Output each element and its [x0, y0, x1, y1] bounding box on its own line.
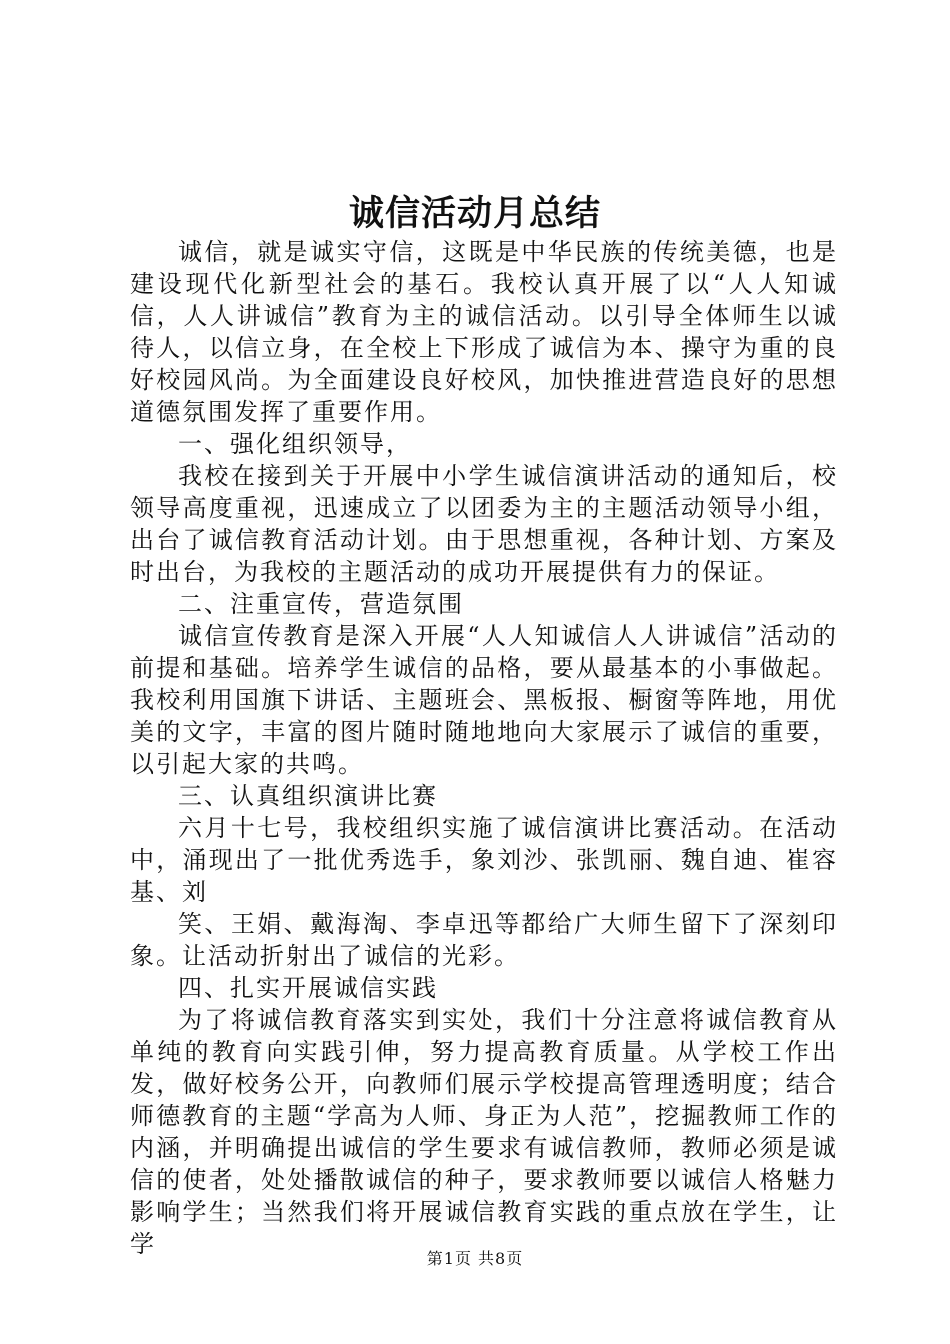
section-heading-4: 四、扎实开展诚信实践 — [178, 974, 438, 1002]
section-heading-3: 三、认真组织演讲比赛 — [178, 782, 438, 810]
page-title: 诚信活动月总结 — [348, 193, 601, 234]
paragraph-section-3a: 六月十七号，我校组织实施了诚信演讲比赛活动。在活动中，涌现出了一批优秀选手，象刘沙、张凯丽、魏自迪、崔容基、刘 — [130, 814, 838, 906]
paragraph-section-3b: 笑、王娟、戴海淘、李卓迅等都给广大师生留下了深刻印象。让活动折射出了诚信的光彩。 — [130, 910, 838, 970]
document-body — [130, 236, 838, 1260]
page-footer: 第1页 共8页 — [426, 1249, 524, 1268]
section-heading-2: 二、注重宣传，营造氛围 — [178, 590, 464, 618]
paragraph-section-1: 我校在接到关于开展中小学生诚信演讲活动的通知后，校领导高度重视，迅速成立了以团委为主的主题活动领导小组，出台了诚信教育活动计划。由于思想重视，各种计划、方案及时出台，为我校的主题活动的成功开展提供有力的保证。 — [130, 462, 838, 586]
paragraph-section-4: 为了将诚信教育落实到实处，我们十分注意将诚信教育从单纯的教育向实践引伸，努力提高教育质量。从学校工作出发，做好校务公开，向教师们展示学校提高管理透明度；结合师德教育的主题“学高为人师、身正为人范”，挖掘教师工作的内涵，并明确提出诚信的学生要求有诚信教师，教师必须是诚信的使者，处处播散诚信的种子，要求教师要以诚信人格魅力影响学生；当然我们将开展诚信教育实践的重点放在学生，让学 — [130, 1006, 838, 1258]
section-heading-1: 一、强化组织领导， — [178, 430, 412, 458]
paragraph-section-2: 诚信宣传教育是深入开展“人人知诚信人人讲诚信”活动的前提和基础。培养学生诚信的品格，要从最基本的小事做起。我校利用国旗下讲话、主题班会、黑板报、橱窗等阵地，用优美的文字，丰富的图片随时随地地向大家展示了诚信的重要，以引起大家的共鸣。 — [130, 622, 838, 778]
paragraph-intro: 诚信，就是诚实守信，这既是中华民族的传统美德，也是建设现代化新型社会的基石。我校认真开展了以“人人知诚信，人人讲诚信”教育为主的诚信活动。以引导全体师生以诚待人，以信立身，在全校上下形成了诚信为本、操守为重的良好校园风尚。为全面建设良好校风，加快推进营造良好的思想道德氛围发挥了重要作用。 — [130, 238, 838, 426]
